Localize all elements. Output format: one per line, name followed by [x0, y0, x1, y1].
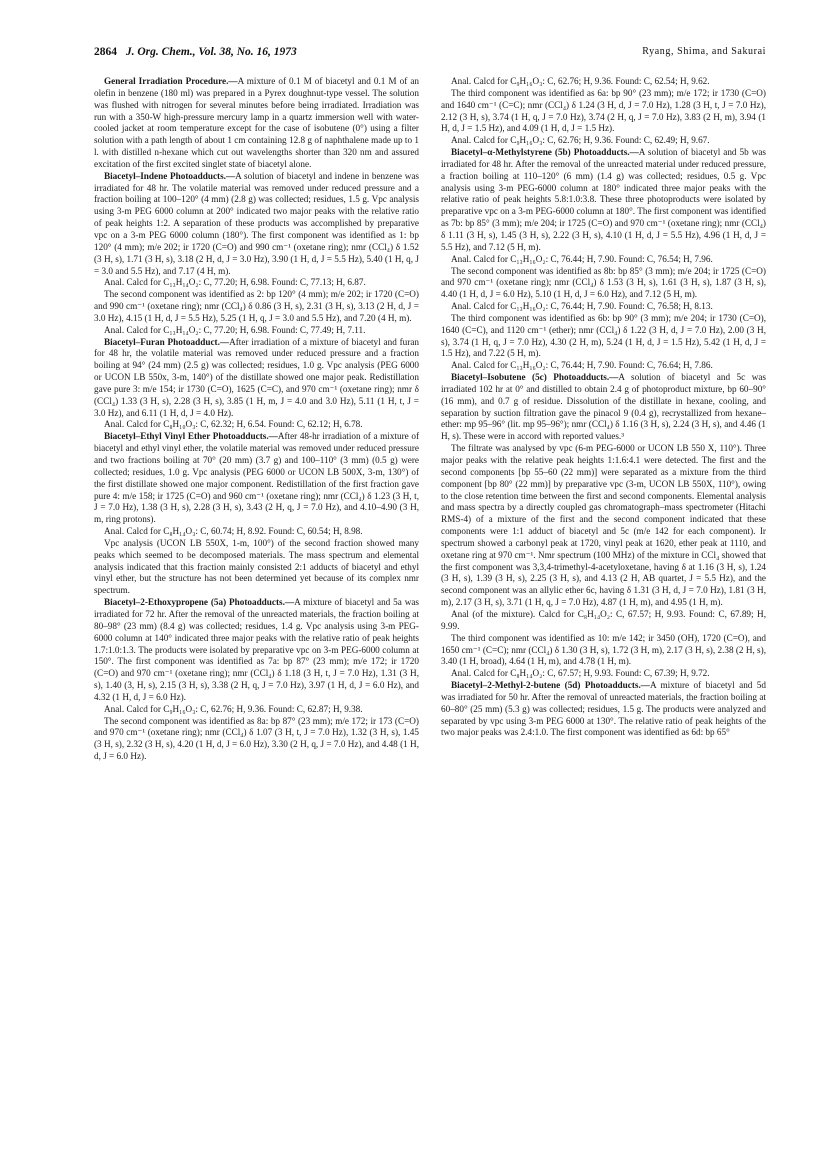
paragraph: [94, 431, 419, 526]
paragraph-text: Anal. Calcd for C₉H₁₆O₃: C, 62.76; H, 9.36. Found: C, 62.49; H, 9.67.: [451, 135, 710, 146]
paragraph: [441, 360, 766, 372]
paragraph: [441, 633, 766, 669]
section-heading: Biacetyl–Furan Photoadduct.—: [104, 336, 230, 347]
left-column: [94, 76, 419, 763]
section-heading: Biacetyl–2-Methyl-2-butene (5d) Photoadducts.—: [451, 680, 650, 691]
paragraph: [441, 680, 766, 739]
running-authors: Ryang, Shima, and Sakurai: [642, 46, 766, 57]
journal-citation: J. Org. Chem., Vol. 38, No. 16, 1973: [125, 46, 297, 58]
paragraph-text: Anal. Calcd for C₉H₁₆O₃: C, 62.76; H, 9.36. Found: C, 62.87; H, 9.38.: [104, 703, 363, 714]
paragraph-text: Anal. Calcd for C₁₃H₁₆O₂: C, 76.44; H, 7.90. Found: C, 76.54; H, 7.96.: [451, 253, 713, 264]
section-heading: Biacetyl–Ethyl Vinyl Ether Photoadducts.—: [104, 431, 278, 442]
paragraph: [94, 597, 419, 704]
paragraph: [441, 313, 766, 360]
paragraph-text: The third component was identified as 6b: bp 90° (3 mm); m/e 204; ir 1730 (C=O), 1640 (C=C), and 1120 cm⁻¹ (ether); nmr (CCl₄) δ 1.22 (3 H, d, J = 7.0 Hz), 2.00 (3 H, s), 3.74 (1 H, q, J = 7.0 Hz), 4.30 (2 H, m), 5.24 (1 H, d, J = 1.5 Hz), 5.42 (1 H, d, J = 1.5 Hz), and 7.22 (5 H, m).: [441, 312, 766, 359]
paragraph: [94, 419, 419, 431]
header-left: [94, 46, 297, 58]
paragraph-text: After irradiation of a mixture of biacetyl and furan for 48 hr, the volatile material was removed under reduced pressure and a fraction boiling at 94° (24 mm) (2.5 g) was collected; residues, 1.0 g. Vpc analysis (PEG 6000 or UCON LB 550x, 3-m, 140°) of the distillate showed one major peak. Redistillation gave pure 3: m/e 154; ir 1730 (C=O), 1625 (C=C), and 970 cm⁻¹ (oxetane ring); nmr δ (CCl₄) 1.33 (3 H, s), 2.28 (3 H, s), 3.85 (1 H, m, J = 4.0 and 3.0 Hz), 5.11 (1 H, t, J = 3.0 Hz), and 6.11 (1 H, d, J = 4.0 Hz).: [94, 336, 420, 418]
paragraph-text: Anal. Calcd for C₉H₁₆O₃: C, 62.76; H, 9.36. Found: C, 62.54; H, 9.62.: [451, 76, 710, 86]
section-heading: Biacetyl–Isobutene (5c) Photoadducts.—: [451, 372, 619, 383]
paragraph-text: Anal. Calcd for C₈H₁₄O₃: C, 60.74; H, 8.92. Found: C, 60.54; H, 8.98.: [104, 526, 363, 537]
paragraph: [441, 147, 766, 254]
paragraph-text: Anal. Calcd for C₁₃H₁₄O₂: C, 77.20; H, 6.98. Found: C, 77.13; H, 6.87.: [104, 277, 366, 288]
page-number: 2864: [94, 46, 117, 58]
paragraph: [94, 337, 419, 420]
paragraph: [94, 526, 419, 538]
paragraph: [441, 254, 766, 266]
page-header: [94, 46, 766, 60]
paragraph: [441, 372, 766, 443]
section-heading: General Irradiation Procedure.—: [104, 76, 238, 86]
paragraph: [441, 301, 766, 313]
paragraph: [94, 277, 419, 289]
paragraph-text: Anal (of the mixture). Calcd for C₈H₁₄O₂: C, 67.57; H, 9.93. Found: C, 67.89; H, 9.99.: [441, 608, 766, 631]
paragraph: [94, 538, 419, 597]
paragraph: [441, 88, 766, 135]
paragraph-text: A solution of biacetyl and indene in benzene was irradiated for 48 hr. The volatile material was removed under reduced pressure and a fraction boiling at 100–120° (4 mm) (2.8 g) was collected; residues, 1.5 g. Vpc analysis using 3-m PEG 6000 column at 200° indicated two major peaks with the relative ratio of peak heights 1:2. A separation of these products was accomplished by preparative vpc on a 3-m PEG 6000 column (180°). The first component was identified as 1: bp 120° (4 mm); m/e 202; ir 1720 (C=O) and 990 cm⁻¹ (oxetane ring); nmr (CCl₄) δ 1.52 (3 H, s), 1.71 (3 H, s), 3.18 (2 H, d, J = 3.0 Hz), 3.90 (1 H, d, J = 5.5 Hz), 5.40 (1 H, q, J = 3.0 and 5.5 Hz), and 7.17 (4 H, m).: [94, 170, 419, 276]
paragraph-text: The third component was identified as 10: m/e 142; ir 3450 (OH), 1720 (C=O), and 1650 cm⁻¹ (C=C); nmr (CCl₄) δ 1.30 (3 H, s), 1.72 (3 H, m), 2.17 (3 H, s), 2.38 (2 H, s), 3.40 (1 H, broad), 4.64 (1 H, m), and 4.78 (1 H, m).: [441, 632, 766, 667]
paragraph-text: The second component was identified as 8a: bp 87° (23 mm); m/e 172; ir 173 (C=O) and 970 cm⁻¹ (oxetane ring); nmr (CCl₄) δ 1.07 (3 H, t, J = 7.0 Hz), 1.32 (3 H, s), 1.45 (3 H, s), 2.32 (3 H, s), 4.20 (1 H, d, J = 6.0 Hz), 3.30 (2 H, q, J = 7.0 Hz), and 4.48 (1 H, d, J = 6.0 Hz).: [94, 715, 419, 762]
paragraph: [441, 266, 766, 302]
paragraph-text: The second component was identified as 8b: bp 85° (3 mm); m/e 204; ir 1725 (C=O) and 970 cm⁻¹ (oxetane ring); nmr (CCl₄) δ 1.53 (3 H, s), 1.61 (3 H, s), 1.87 (3 H, s), 4.40 (1 H, d, J = 6.0 Hz), 5.10 (1 H, d, J = 6.0 Hz), and 7.12 (5 H, m).: [441, 265, 766, 300]
paragraph: [441, 609, 766, 633]
paragraph-text: A mixture of 0.1 M of biacetyl and 0.1 M of an olefin in benzene (180 ml) was prepared in a Pyrex doughnut-type vessel. The solution was flushed with nitrogen for several minutes before being irradiated. Irradiation was run with a 350-W high-pressure mercury lamp in a quartz immersion well with water-cooled jacket at room temperature except for the case of isobutene (0°) using a filter solution with a path length of about 1 cm containing 12.8 g of naphthalene made up to 1 l. with distilled n-hexane which cut out wavelengths shorter than 320 nm and assured excitation of the first excited singlet state of biacetyl alone.: [94, 76, 419, 169]
section-heading: Biacetyl–2-Ethoxypropene (5a) Photoadducts.—: [104, 597, 295, 608]
paragraph-text: Anal. Calcd for C₁₃H₁₄O₂: C, 77.20; H, 6.98. Found: C, 77.49; H, 7.11.: [104, 324, 366, 335]
section-heading: Biacetyl–α-Methylstyrene (5b) Photoadducts.—: [451, 147, 639, 158]
paragraph-text: The filtrate was analysed by vpc (6-m PEG-6000 or UCON LB 550 X, 110°). Three major peaks with the relative peak heights 1:1.6:4.1 were detected. The first and the second components [bp 55–60 (22 mm)] were separated as a mixture from the third component [bp 80° (22 mm)] by preparative vpc (3-m, UCON LB 550X, 110°), owing to the close retention time between the first and second components. Elemental analysis and mass spectra by a directly coupled gas chromatograph–mass spectrometer (Hitachi RMS-4) of a mixture of the first and the second component indicated that these components were 1:1 adduct of biacetyl and 5c (m/e 142 for each component). Ir spectrum showed a carbonyl peak at 1720, vinyl peak at 1620, ether peak at 1110, and oxetane ring at 970 cm⁻¹. Nmr spectrum (100 MHz) of the mixture in CCl₄ showed that the first component was 3,3,4-trimethyl-4-acetyloxetane, having δ at 1.16 (3 H, s), 1.24 (3 H, s), 1.39 (3 H, s), 2.25 (3 H, s), and 4.13 (2 H, AB quartet, J = 5.5 Hz), and the second component was an allylic ether 6c, having δ 1.31 (3 H, d, J = 7.0 Hz), 1.81 (3 H, m), 2.17 (3 H, s), 3.71 (1 H, q, J = 7.0 Hz), 4.87 (1 H, m), and 4.95 (1 H, m).: [441, 443, 766, 608]
paragraph-text: Anal. Calcd for C₁₃H₁₆O₂: C, 76.44; H, 7.90. Found: C, 76.58; H, 8.13.: [451, 301, 713, 312]
paragraph-text: Anal. Calcd for C₈H₁₄O₂: C, 67.57; H, 9.93. Found: C, 67.39; H, 9.72.: [451, 668, 710, 679]
paragraph-text: Vpc analysis (UCON LB 550X, 1-m, 100°) of the second fraction showed many peaks which seemed to be decomposed materials. The mass spectrum and elemental analysis indicated that this fraction mainly consisted 2:1 adducts of biacetyl and ethyl vinyl ether, but the structure has not been determined yet because of its complex nmr spectrum.: [94, 537, 419, 596]
paragraph: [441, 443, 766, 609]
paragraph: [441, 668, 766, 680]
paragraph: [94, 716, 419, 763]
paragraph-text: A mixture of biacetyl and 5a was irradiated for 72 hr. After the removal of the unreacted materials, the fraction boiling at 80–98° (23 mm) (8.4 g) was collected; residues, 1.4 g. Vpc analysis using 3-m PEG-6000 column at 140° indicated three major peaks with the relative ratio of peak heights 1.7:1.0:1.3. The products were isolated by preparative vpc on 3-m PEG-6000 column at 150°. The first component was identified as 7a: bp 87° (23 mm); m/e 172; ir 1720 (C=O) and 970 cm⁻¹ (oxetane ring); nmr (CCl₄) δ 1.18 (3 H, t, J = 7.0 Hz), 1.31 (3 H, s), 1.40 (3, H, s), 2.15 (3 H, s), 3.38 (2 H, q, J = 7.0 Hz), 3.97 (1 H, d, J = 6.0 Hz), and 4.32 (1 H, d, J = 6.0 Hz).: [94, 597, 419, 702]
paragraph: [441, 135, 766, 147]
paragraph-text: Anal. Calcd for C₈H₁₀O₃: C, 62.32; H, 6.54. Found: C, 62.12; H, 6.78.: [104, 419, 363, 430]
paragraph-text: The second component was identified as 2: bp 120° (4 mm); m/e 202; ir 1720 (C=O) and 990 cm⁻¹ (oxetane ring); nmr (CCl₄) δ 0.86 (3 H, s), 2.31 (3 H, s), 3.13 (2 H, d, J = 3.0 Hz), 4.15 (1 H, d, J = 5.5 Hz), 5.25 (1 H, q, J = 3.0 and 5.5 Hz), and 7.20 (4 H, m).: [94, 289, 419, 323]
paragraph-text: A solution of biacetyl and 5c was irradiated 102 hr at 0° and distilled to obtain 2.4 g of photoproduct mixture, bp 60–90° (16 mm), and 0.7 g of residue. Dissolution of the distillate in hexane, cooling, and separation by suction filtration gave the pinacol 9 (0.4 g), recrystallized from hexane–ether: mp 95–96° (lit. mp 95–96°); nmr (CCl₄) δ 1.16 (3 H, s), 2.24 (3 H, s), and 4.46 (1 H, s). These were in accord with reported values.³: [441, 372, 766, 442]
section-heading: Biacetyl–Indene Photoadducts.—: [104, 170, 236, 181]
paragraph-text: The third component was identified as 6a: bp 90° (23 mm); m/e 172; ir 1730 (C=O) and 1640 cm⁻¹ (C=C); nmr (CCl₄) δ 1.24 (3 H, d, J = 7.0 Hz), 1.28 (3 H, t, J = 7.0 Hz), 2.12 (3 H, s), 3.74 (1 H, q, J = 7.0 Hz), 3.74 (2 H, q, J = 7.0 Hz), 3.83 (2 H, m), 3.94 (1 H, d, J = 1.5 Hz), and 4.09 (1 H, d, J = 1.5 Hz).: [441, 87, 766, 134]
paragraph: [94, 76, 419, 171]
paragraph-text: After 48-hr irradiation of a mixture of biacetyl and ethyl vinyl ether, the volatile material was removed under reduced pressure and two fractions boiling at 70° (20 mm) (3.7 g) and 100–110° (3 mm) (0.5 g) were collected; residues, 1.0 g. Vpc analysis (PEG 6000 or UCON LB 500X, 3-m, 130°) of the first distillate showed one major component. Redistillation of the first fraction gave pure 4: m/e 158; ir 1725 (C=O) and 960 cm⁻¹ (oxetane ring); nmr (CCl₄) δ 1.23 (3 H, t, J = 7.0 Hz), 1.38 (3 H, s), 2.28 (3 H, s), 3.43 (2 H, q, J = 7.0 Hz), and 4.10–4.90 (3 H, m, ring protons).: [94, 431, 420, 525]
paragraph: [94, 171, 419, 278]
paragraph-text: Anal. Calcd for C₁₃H₁₆O₂: C, 76.44; H, 7.90. Found: C, 76.64; H, 7.86.: [451, 360, 713, 371]
paragraph: [94, 325, 419, 337]
paragraph: [94, 704, 419, 716]
right-column: [441, 76, 766, 739]
paragraph-text: A mixture of biacetyl and 5d was irradiated for 50 hr. After the removal of unreacted materials, the fraction boiling at 60–80° (25 mm) (5.3 g) was collected; residues, 1.5 g. The products were analyzed and separated by vpc using 3-m PEG 6000 at 130°. The relative ratio of peak heights of the two major peaks was 2.4:1.0. The first component was identified as 6d: bp 65°: [441, 680, 766, 738]
paragraph-text: A solution of biacetyl and 5b was irradiated for 48 hr. After the removal of the unreacted material under reduced pressure, a fraction boiling at 110–120° (6 mm) (1.4 g) was collected; residues, 0.5 g. Vpc analysis using 3-m PEG-6000 column at 180° indicated three major peaks with the relative ratio of peak heights 5.8:1.0:3.8. These three photoproducts were isolated by preparative vpc on a 3-m PEG-6000 column at 180°. The first component was identified as 7b: bp 85° (3 mm); m/e 204; ir 1725 (C=O) and 970 cm⁻¹ (oxetane ring); nmr (CCl₄) δ 1.11 (3 H, s), 1.45 (3 H, s), 2.22 (3 H, s), 4.10 (1 H, d, J = 5.5 Hz), 4.96 (1 H, d, J = 5.5 Hz), and 7.12 (5 H, m).: [441, 147, 766, 252]
paragraph: [94, 289, 419, 325]
paragraph: [441, 76, 766, 88]
